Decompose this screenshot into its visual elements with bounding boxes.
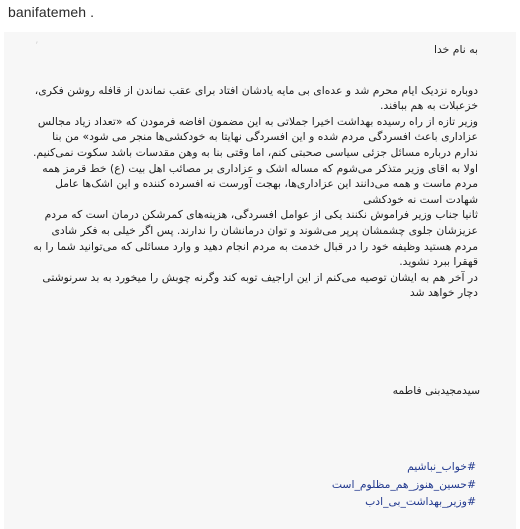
paragraph-5: در آخر هم به ایشان توصیه می‌کنم از این اراجیف توبه کند وگرنه چوبش را میخورد به بد سرنوشتی دچار خواهد شد bbox=[42, 270, 478, 300]
username[interactable]: banifatemeh . bbox=[8, 4, 95, 20]
hashtag[interactable]: #وزیر_بهداشت_بی_ادب bbox=[365, 495, 476, 508]
paragraph-4: ثانیا جناب وزیر فراموش نکنند یکی از عوامل افسردگی، هزینه‌های کمرشکن درمان است که مردم عزیزشان جلوی چشمشان پرپر می‌شوند و توان درمانشان را ندارند. پس اگر خیلی به فکر شادی مردم هستید وظیفه خود را در قبال خدمت به مردم انجام دهید و وارد مسائلی که می‌توانید شما را به قهقرا ببرد نشوید. bbox=[33, 208, 478, 269]
post-body bbox=[30, 42, 478, 301]
paragraph-3: اولا به اقای وزیر متذکر می‌شوم که مساله اشک و عزاداری بر مصائب اهل بیت (ع) خط قرمز همه مردم ماست و همه می‌دانند این عزاداری‌ها، بهجت آورست نه افسرده کننده و این اشک‌ها عامل شهادت است نه خودکشی bbox=[42, 161, 478, 206]
paragraph-2: وزیر تازه از راه رسیده بهداشت اخیرا جملاتی به این مضمون افاضه فرمودن که «تعداد زیاد مجالس عزاداری باعث افسردگی مردم شده و این افسردگی نهایتا به خودکشی‌ها منجر می شود» من بنا ندارم درباره مسائل جزئی سیاسی صحبتی کنم، اما وقتی بنا به وهن مقدسات باشد سکوت نمی‌کنیم. bbox=[33, 114, 478, 159]
hashtag-list bbox=[332, 458, 476, 511]
scan-mark: ′ bbox=[36, 40, 38, 50]
greeting: به نام خدا bbox=[434, 43, 478, 56]
signature: سیدمجیدبنی فاطمه bbox=[392, 384, 480, 397]
paragraph-1: دوباره نزدیک ایام محرم شد و عده‌ای بی مایه یادشان افتاد برای عقب نماندن از قافله روشن فکری، خزعبلات به هم ببافند. bbox=[34, 83, 478, 113]
hashtag[interactable]: #خواب_نباشیم bbox=[407, 460, 476, 473]
hashtag[interactable]: #حسین_هنوز_هم_مظلوم_است bbox=[331, 477, 476, 491]
